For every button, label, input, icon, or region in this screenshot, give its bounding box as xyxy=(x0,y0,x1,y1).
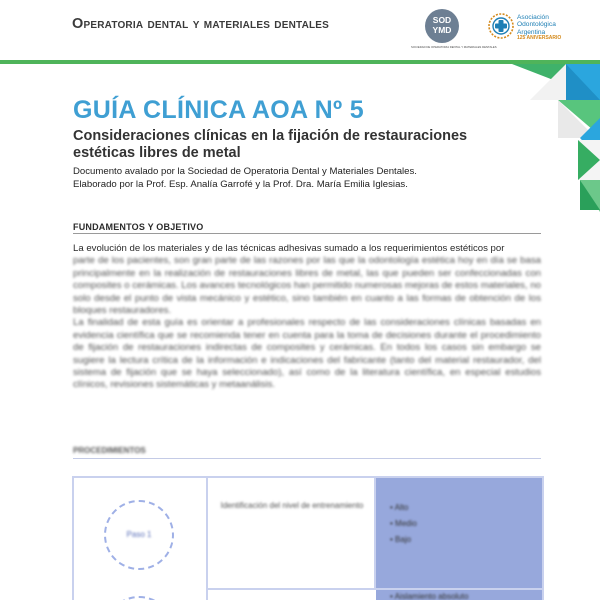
training-level-list xyxy=(390,500,417,548)
step-1-badge xyxy=(104,500,174,570)
aoa-emblem-icon xyxy=(488,13,514,39)
procedures-table xyxy=(72,476,544,600)
paragraph-intro-text: La evolución de los materiales y de las técnicas adhesivas sumado a los requerimientos estéticos por xyxy=(73,243,505,254)
paragraph-2: La finalidad de esta guía es orientar a profesionales respecto de las consideraciones clínicas basadas en evidencia científica que se recomienda tener en cuenta para la toma de decisiones durante el procedimiento de fijación de restauraciones indirectas de composites y cerámicas. En todos los casos sin embargo se sugiere la lectura crítica de la información e indicaciones del fabricante (tanto del material restaurador, del sistema de fijación que se haya seleccionado), así como de la literatura científica, en especial estudios clínicos, revisiones sistemáticas y metaanálisis. xyxy=(73,317,541,391)
section-body xyxy=(73,243,541,392)
endorsement xyxy=(73,166,513,191)
aoa-line-3: Argentina xyxy=(517,28,546,36)
section-divider xyxy=(73,233,541,234)
step-2-badge xyxy=(104,596,174,600)
guide-subtitle: Consideraciones clínicas en la fijación de restauraciones estéticas libres de metal xyxy=(73,128,468,161)
paragraph-intro xyxy=(73,243,541,255)
list-item: • Bajo xyxy=(390,535,412,544)
option-medio: Medio xyxy=(395,519,417,528)
sod-logo-caption: SOCIEDAD DE OPERATORIA DENTAL Y MATERIALES DENTALES xyxy=(411,45,497,49)
sod-logo xyxy=(411,9,497,49)
list-item: • Medio xyxy=(390,519,417,528)
options-column xyxy=(376,478,542,600)
page-header xyxy=(0,0,600,58)
sod-logo-emblem xyxy=(425,9,459,43)
aoa-anniversary: 125 ANIVERSARIO xyxy=(517,35,562,41)
list-item: • Alto xyxy=(390,503,409,512)
second-option-text: Aislamiento absoluto xyxy=(394,592,469,600)
header-title xyxy=(72,16,329,32)
paragraph-1-rest: parte de los pacientes, son gran parte de las razones por las que la odontología estética hoy en día se basa principalmente en la realización de restauraciones libres de metal, las que pueden ser confeccionadas con composites o cerámicas. Los avances tecnológicos han permitido numerosas mejoras de estos materiales, no solo desde el punto de vista mecánico y estético, sino también en cuanto a las formas de obtención de los bloques restauradores. xyxy=(73,255,541,317)
endorsement-line-1: Documento avalado por la Sociedad de Operatoria Dental y Materiales Dentales. xyxy=(73,166,417,177)
header-title-text: Operatoria dental y materiales dentales xyxy=(72,16,330,32)
option-bajo: Bajo xyxy=(395,535,412,544)
section-heading: FUNDAMENTOS Y OBJETIVO xyxy=(73,222,204,232)
options-divider xyxy=(376,588,542,590)
aoa-line-2: Odontológica xyxy=(517,21,556,29)
guide-title: GUÍA CLÍNICA AOA Nº 5 xyxy=(73,96,364,124)
step-column xyxy=(74,478,208,600)
step-1-label: Paso 1 xyxy=(126,530,152,539)
procedures-heading: PROCEDIMIENTOS xyxy=(73,446,146,455)
aoa-logo xyxy=(486,11,596,45)
identification-text: Identificación del nivel de entrenamiento xyxy=(220,501,364,510)
identification-cell xyxy=(208,478,376,590)
endorsement-line-2: Elaborado por la Prof. Esp. Analía Garrofé y la Prof. Dra. María Emilia Iglesias. xyxy=(73,178,408,190)
option-alto: Alto xyxy=(394,503,409,512)
aoa-line-1: Asociación xyxy=(517,14,549,21)
aoa-name xyxy=(517,14,556,36)
second-option: • Aislamiento absoluto xyxy=(390,592,469,600)
sod-logo-text: SOD YMD xyxy=(432,15,452,35)
decorative-triangles-icon xyxy=(500,60,600,220)
procedures-divider xyxy=(73,458,541,459)
